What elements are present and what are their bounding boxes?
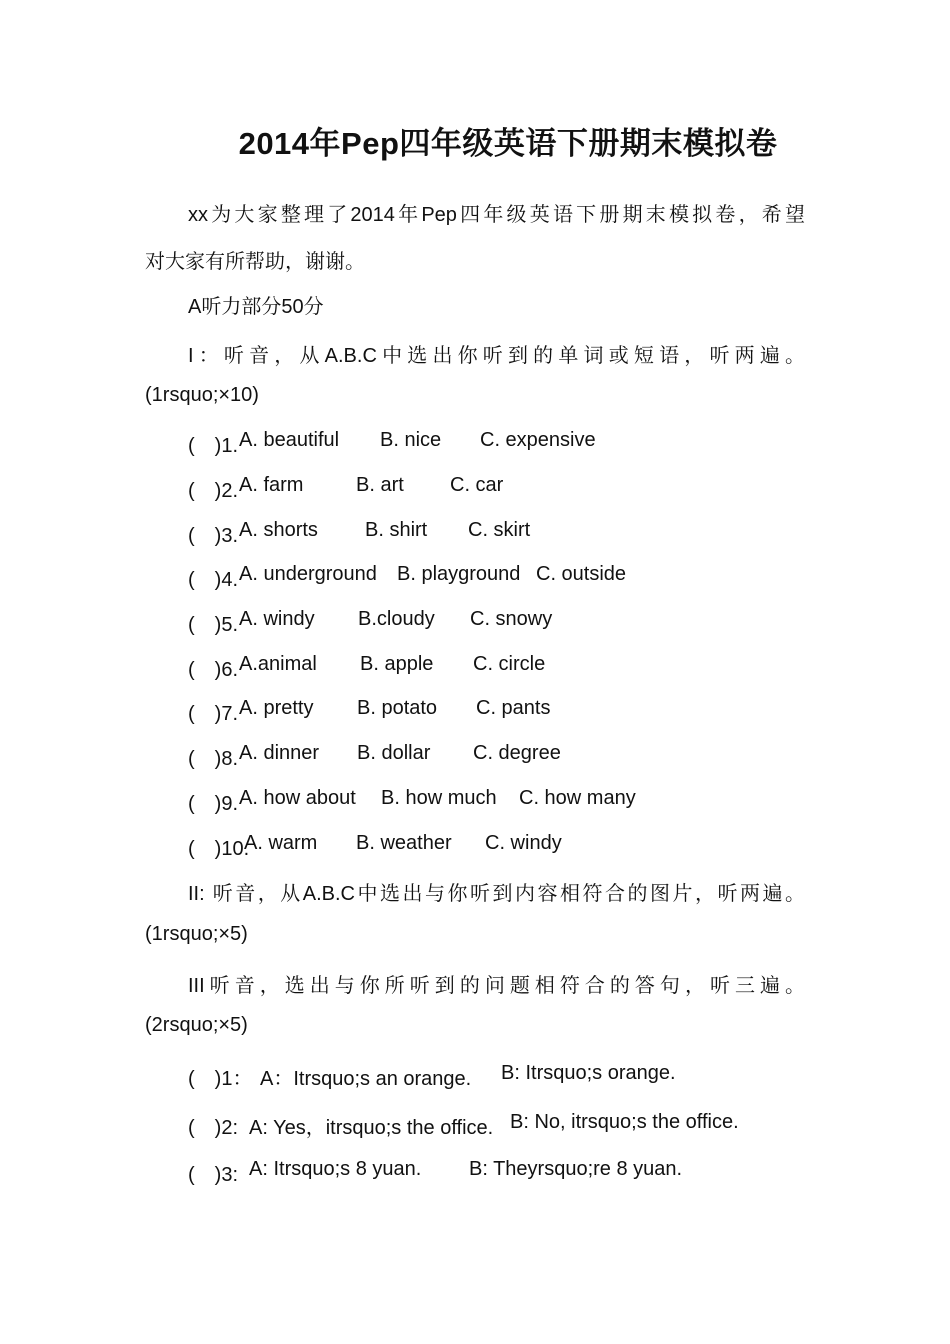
option-a: A. how about bbox=[239, 787, 356, 809]
option-a: A. beautiful bbox=[239, 429, 340, 451]
part3-heading: III听音，选出与你所听到的问题相符合的答句，听三遍。 bbox=[188, 975, 805, 997]
option-b: B. potato bbox=[357, 697, 438, 719]
question-number: ( )5. bbox=[188, 614, 238, 636]
question-number: ( )1： bbox=[188, 1068, 253, 1090]
intro-line-1: xx为大家整理了2014年Pep四年级英语下册期末模拟卷，希望 bbox=[188, 204, 805, 226]
question-number: ( )4. bbox=[188, 569, 238, 591]
option-c: C. circle bbox=[473, 653, 546, 675]
option-b: B: No, itrsquo;s the office. bbox=[510, 1111, 739, 1133]
option-a: A: Yes，itrsquo;s the office. bbox=[249, 1117, 494, 1139]
option-c: C. expensive bbox=[480, 429, 596, 451]
option-b: B. weather bbox=[356, 832, 452, 854]
part2-score: (1rsquo;×5) bbox=[145, 923, 248, 945]
question-number: ( )2. bbox=[188, 480, 238, 502]
option-c: C. degree bbox=[473, 742, 561, 764]
option-b: B. dollar bbox=[357, 742, 431, 764]
option-b: B. playground bbox=[397, 563, 521, 585]
question-number: ( )6. bbox=[188, 659, 238, 681]
page-title: 2014年Pep四年级英语下册期末模拟卷 bbox=[238, 126, 778, 161]
option-a: A. pretty bbox=[239, 697, 314, 719]
option-c: C. windy bbox=[485, 832, 562, 854]
option-c: C. outside bbox=[536, 563, 627, 585]
option-b: B.cloudy bbox=[358, 608, 435, 630]
option-a: A. farm bbox=[239, 474, 304, 496]
option-a: A：Itrsquo;s an orange. bbox=[260, 1068, 472, 1090]
option-a: A. windy bbox=[239, 608, 315, 630]
question-number: ( )1. bbox=[188, 435, 238, 457]
question-number: ( )10. bbox=[188, 838, 250, 860]
option-a: A: Itrsquo;s 8 yuan. bbox=[249, 1158, 422, 1180]
question-number: ( )7. bbox=[188, 703, 238, 725]
question-number: ( )2: bbox=[188, 1117, 238, 1139]
question-number: ( )3. bbox=[188, 525, 238, 547]
option-a: A.animal bbox=[239, 653, 317, 675]
question-number: ( )8. bbox=[188, 748, 238, 770]
option-c: C. car bbox=[450, 474, 504, 496]
part3-score: (2rsquo;×5) bbox=[145, 1014, 248, 1036]
option-b: B: Itrsquo;s orange. bbox=[501, 1062, 676, 1084]
option-b: B. apple bbox=[360, 653, 434, 675]
part2-heading: II: 听音，从A.B.C中选出与你听到内容相符合的图片，听两遍。 bbox=[188, 883, 805, 905]
option-b: B. nice bbox=[380, 429, 442, 451]
option-b: B: Theyrsquo;re 8 yuan. bbox=[469, 1158, 683, 1180]
option-c: C. skirt bbox=[468, 519, 531, 541]
option-a: A. shorts bbox=[239, 519, 318, 541]
question-number: ( )9. bbox=[188, 793, 238, 815]
part1-score: (1rsquo;×10) bbox=[145, 384, 259, 406]
option-c: C. pants bbox=[476, 697, 551, 719]
option-a: A. warm bbox=[244, 832, 318, 854]
option-a: A. dinner bbox=[239, 742, 320, 764]
part1-heading: I：听音，从A.B.C中选出你听到的单词或短语，听两遍。 bbox=[188, 345, 805, 367]
option-b: B. art bbox=[356, 474, 404, 496]
option-b: B. how much bbox=[381, 787, 497, 809]
intro-line-2: 对大家有所帮助，谢谢。 bbox=[145, 251, 365, 273]
question-number: ( )3: bbox=[188, 1164, 238, 1186]
option-a: A. underground bbox=[239, 563, 377, 585]
option-c: C. snowy bbox=[470, 608, 553, 630]
option-b: B. shirt bbox=[365, 519, 428, 541]
option-c: C. how many bbox=[519, 787, 636, 809]
section-a-heading: A听力部分50分 bbox=[188, 296, 324, 318]
